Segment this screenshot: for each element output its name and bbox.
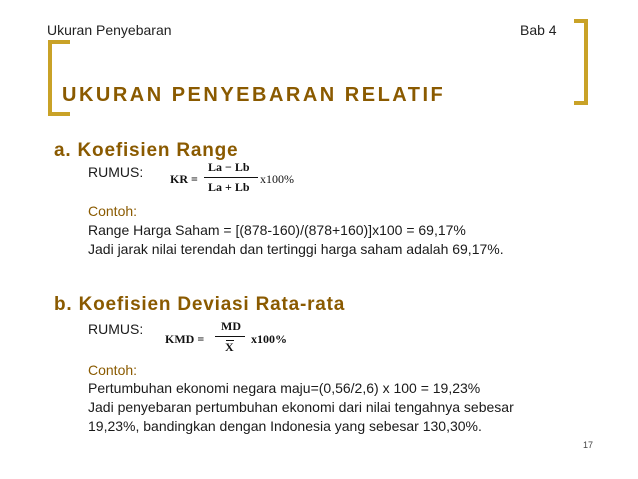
slide-title: UKURAN PENYEBARAN RELATIF <box>62 84 446 106</box>
section-a-heading: a. Koefisien Range <box>54 140 239 161</box>
formula-a-denominator: La + Lb <box>208 180 250 194</box>
formula-b-denominator: X <box>225 340 234 354</box>
section-a-rumus-label: RUMUS: <box>88 164 144 180</box>
section-b-line-1: Pertumbuhan ekonomi negara maju=(0,56/2,6) x 100 = 19,23% <box>88 380 481 396</box>
header-chapter-title: Ukuran Penyebaran <box>47 22 172 38</box>
right-bracket-decoration <box>574 19 588 105</box>
section-b-line-3: 19,23%, bandingkan dengan Indonesia yang sebesar 130,30%. <box>88 418 482 434</box>
page-number: 17 <box>583 440 594 450</box>
section-b-contoh-label: Contoh: <box>88 362 138 378</box>
formula-a-lhs: KR = <box>170 172 198 186</box>
section-b-rumus-label: RUMUS: <box>88 321 144 337</box>
formula-a-suffix: x100% <box>260 172 294 186</box>
section-a-line-1: Range Harga Saham = [(878-160)/(878+160)]x100 = 69,17% <box>88 222 466 238</box>
section-b-heading: b. Koefisien Deviasi Rata-rata <box>54 294 346 315</box>
formula-b-lhs: KMD = <box>165 332 205 346</box>
formula-b-suffix: x100% <box>251 332 287 346</box>
formula-b-fraction-bar <box>215 336 245 337</box>
section-a-formula <box>170 160 310 196</box>
formula-a-fraction-bar <box>204 177 258 178</box>
section-b-line-2: Jadi penyebaran pertumbuhan ekonomi dari nilai tengahnya sebesar <box>88 399 514 415</box>
formula-b-numerator: MD <box>221 319 241 333</box>
header-chapter-number: Bab 4 <box>520 22 557 38</box>
section-a-contoh-label: Contoh: <box>88 203 138 219</box>
formula-a-numerator: La − Lb <box>208 160 250 174</box>
section-b-formula <box>165 318 305 358</box>
section-a-line-2: Jadi jarak nilai terendah dan tertinggi harga saham adalah 69,17%. <box>88 241 504 257</box>
